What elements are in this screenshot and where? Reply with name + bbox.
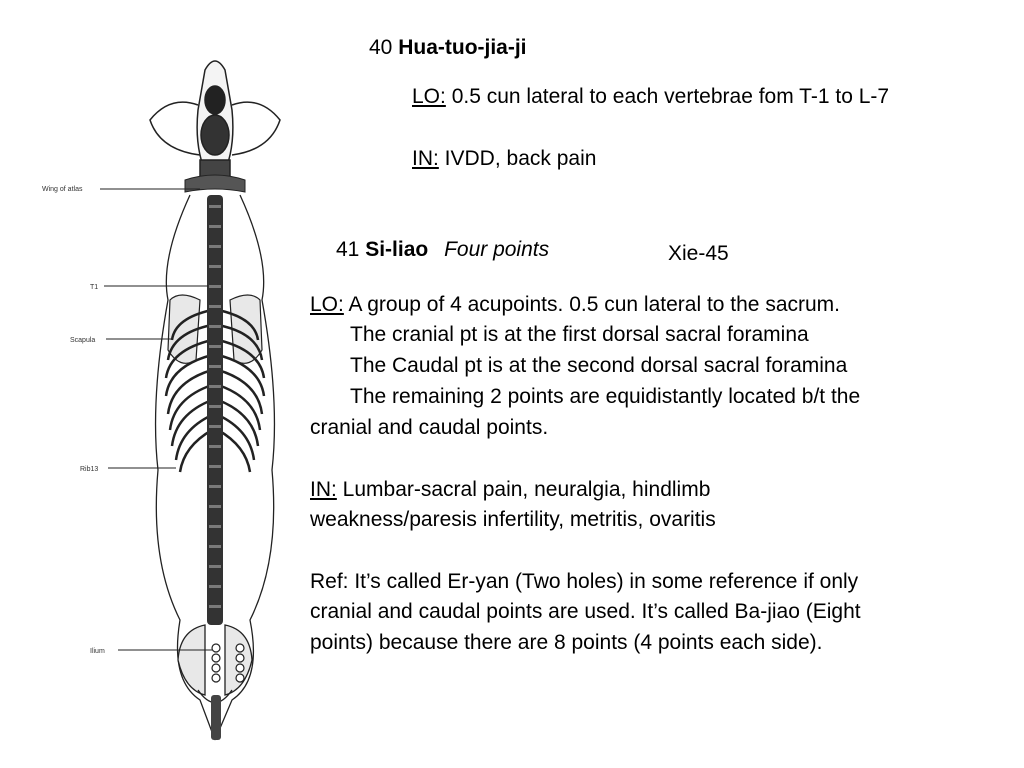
tail-vertebrae [211,695,221,740]
point40-name: Hua-tuo-jia-ji [398,36,527,59]
point40-location [412,86,889,107]
point40-title [369,37,527,58]
point41-lo-line5: cranial and caudal points. [310,416,549,439]
point41-number: 41 [336,238,360,261]
point41-name: Si-liao [365,238,429,261]
point40-lo-label: LO: [412,85,446,108]
point40-lo-text: 0.5 cun lateral to each vertebrae fom T-1 to L-7 [445,85,890,108]
label-t1: T1 [90,284,99,291]
point40-indication [412,148,596,169]
point41-ref-line1: Ref: It’s called Er-yan (Two holes) in some reference if only [310,570,859,593]
point41-lo-label: LO: [310,293,344,316]
point41-ref-line2: cranial and caudal points are used. It’s called Ba-jiao (Eight [310,600,861,623]
point41-title [336,239,549,260]
point40-in-text: IVDD, back pain [438,147,597,170]
point41-in-line2: weakness/paresis infertility, metritis, ovaritis [310,508,716,531]
point40-number: 40 [369,36,393,59]
point41-lo-line1: A group of 4 acupoints. 0.5 cun lateral to the sacrum. [343,293,840,316]
label-scapula: Scapula [70,337,96,344]
point41-lo-line4: The remaining 2 points are equidistantly located b/t the [350,385,861,408]
spine [207,195,223,625]
point41-in-line1: Lumbar-sacral pain, neuralgia, hindlimb [336,478,711,501]
point40-in-label: IN: [412,147,439,170]
skull [150,61,280,182]
point41-in-label: IN: [310,478,337,501]
point41-subtitle: Four points [444,238,550,261]
label-rib13: Rib13 [80,466,99,473]
point41-location [310,294,840,315]
label-ilium: Ilium [90,648,105,655]
point41-lo-line3: The Caudal pt is at the second dorsal sacral foramina [350,354,848,377]
point41-ref-line3: points) because there are 8 points (4 points each side). [310,631,823,654]
point41-lo-line2: The cranial pt is at the first dorsal sacral foramina [350,323,809,346]
point41-indication [310,479,710,500]
skeleton-figure [0,0,300,768]
point41-alias: Xie-45 [668,242,729,265]
label-wing-of-atlas: Wing of atlas [42,186,83,193]
